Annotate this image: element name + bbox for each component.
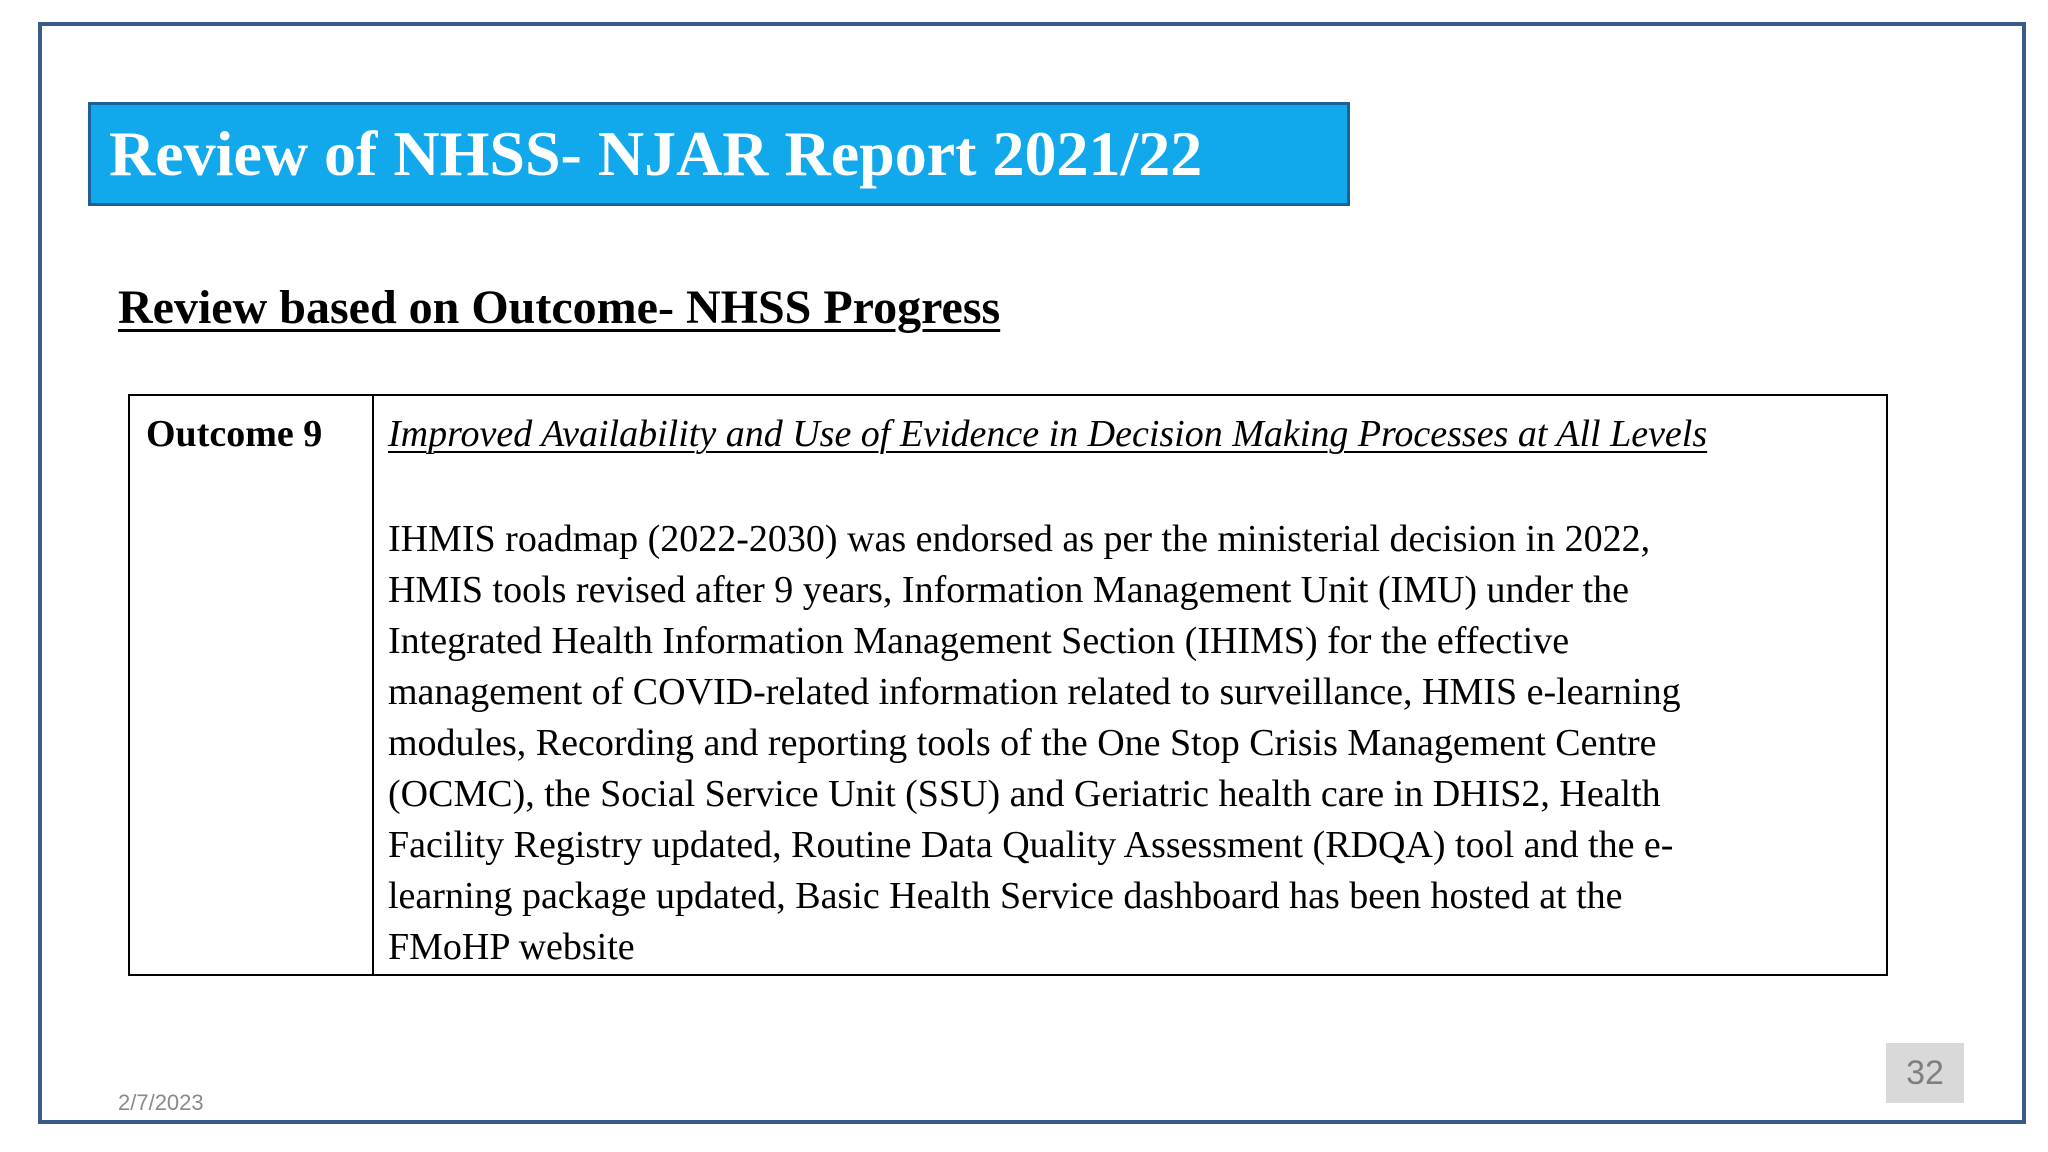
slide-title: Review of NHSS- NJAR Report 2021/22: [109, 118, 1203, 189]
outcome-body-line: FMoHP website: [388, 925, 635, 968]
outcome-body-line: HMIS tools revised after 9 years, Information Management Unit (IMU) under the: [388, 568, 1629, 611]
outcome-body-line: Integrated Health Information Management Section (IHIMS) for the effective: [388, 619, 1570, 662]
outcome-label-cell: [130, 396, 374, 974]
outcome-body-line: IHMIS roadmap (2022-2030) was endorsed as per the ministerial decision in 2022,: [388, 517, 1651, 560]
slide-subtitle: Review based on Outcome- NHSS Progress: [118, 281, 1001, 334]
outcome-body-line: management of COVID-related information related to surveillance, HMIS e-learning: [388, 670, 1681, 713]
slide-number: 32: [1886, 1043, 1964, 1103]
outcome-body-line: modules, Recording and reporting tools of the One Stop Crisis Management Centre: [388, 721, 1657, 764]
outcome-table: [128, 394, 1888, 976]
outcome-label: Outcome 9: [146, 413, 323, 455]
outcome-body-line: (OCMC), the Social Service Unit (SSU) and Geriatric health care in DHIS2, Health: [388, 772, 1661, 815]
outcome-body: [388, 514, 1874, 973]
outcome-body-line: Facility Registry updated, Routine Data Quality Assessment (RDQA) tool and the e-: [388, 823, 1674, 866]
title-banner: [88, 102, 1350, 206]
outcome-body-line: learning package updated, Basic Health Service dashboard has been hosted at the: [388, 874, 1623, 917]
slide-date: 2/7/2023: [118, 1090, 204, 1115]
outcome-heading: Improved Availability and Use of Evidence in Decision Making Processes at All Levels: [388, 413, 1708, 455]
outcome-content-cell: [374, 396, 1886, 974]
